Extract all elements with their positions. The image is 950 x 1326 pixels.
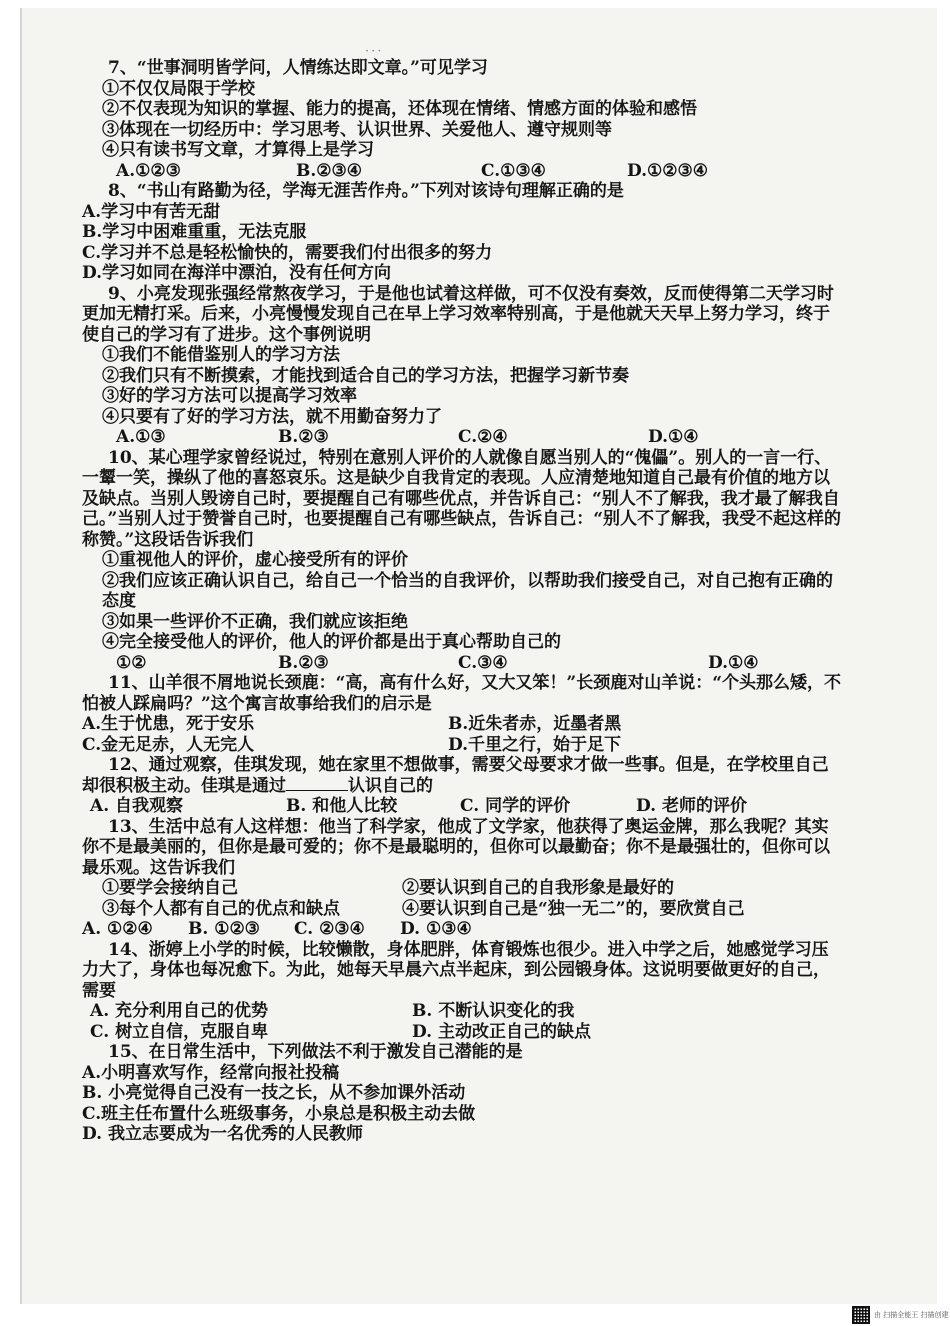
question-stem: 9、小亮发现张强经常熬夜学习，于是他也试着这样做，可不仅没有奏效，反而使得第二天学习时更加无精打采。后来，小亮慢慢发现自己在早上学习效率特别高，于是他就天天早上努力学习，终于使自己的学习有了进步。这个事例说明 bbox=[82, 283, 834, 345]
answer-choices bbox=[82, 919, 842, 940]
choice-d: D.①④ bbox=[708, 652, 759, 673]
question-9 bbox=[82, 284, 842, 448]
header-smudge: ··· bbox=[365, 44, 384, 59]
choice-b: B.②③④ bbox=[296, 160, 363, 181]
question-12 bbox=[82, 755, 842, 817]
answer-choices-row-2 bbox=[82, 1022, 842, 1043]
choice-d: D.①②③④ bbox=[627, 160, 709, 181]
statement-item: ①重视他人的评价，虚心接受所有的评价 bbox=[102, 550, 408, 570]
option-d: D. 我立志要成为一名优秀的人民教师 bbox=[82, 1124, 363, 1144]
question-13 bbox=[82, 817, 842, 940]
statement-item: ③每个人都有自己的优点和缺点 bbox=[102, 898, 340, 919]
statement-item: ④只有读书写文章，才算得上是学习 bbox=[102, 140, 374, 160]
statement-row-2 bbox=[82, 899, 842, 920]
stem-text: 12、通过观察，佳琪发现，她在家里不想做事，需要父母要求才做一些事。但是，在学校里自己却很积极主动。佳琪是通过 bbox=[82, 755, 829, 796]
choice-a: A.①②③ bbox=[116, 160, 181, 181]
option-c: C.学习并不总是轻松愉快的，需要我们付出很多的努力 bbox=[82, 242, 493, 263]
choice-c: C.③④ bbox=[458, 652, 508, 673]
statement-item: ②我们应该正确认识自己，给自己一个恰当的自我评价，以帮助我们接受自己，对自己抱有正确的态度 bbox=[102, 570, 833, 611]
choice-a: A.①③ bbox=[116, 427, 166, 447]
question-stem: 11、山羊很不屑地说长颈鹿：“高，高有什么好，又大又笨！”长颈鹿对山羊说：“个头那么矮，不怕被人踩扁吗？”这个寓言故事给我们的启示是 bbox=[82, 673, 841, 714]
question-10 bbox=[82, 448, 842, 674]
choice-d: D. 老师的评价 bbox=[636, 796, 747, 816]
option-b: B. 小亮觉得自己没有一技之长，从不参加课外活动 bbox=[82, 1083, 466, 1103]
choice-c: C.②④ bbox=[458, 427, 508, 447]
answer-choices-row-2 bbox=[82, 735, 842, 756]
statement-item: ①不仅仅局限于学校 bbox=[102, 78, 255, 99]
stem-text-end: 认识自己的 bbox=[348, 775, 433, 796]
statement-item: ③好的学习方法可以提高学习效率 bbox=[102, 386, 357, 406]
answer-choices bbox=[82, 427, 842, 448]
choice-b: B.近朱者赤，近墨者黑 bbox=[448, 714, 622, 734]
question-15 bbox=[82, 1042, 842, 1145]
statement-item: ③体现在一切经历中：学习思考、认识世界、关爱他人、遵守规则等 bbox=[102, 119, 612, 140]
qr-code-icon bbox=[852, 1306, 870, 1324]
question-stem: 7、“世事洞明皆学问，人情练达即文章。”可见学习 bbox=[108, 58, 488, 78]
choice-d: D.①④ bbox=[648, 427, 699, 447]
answer-choices bbox=[82, 796, 842, 817]
answer-choices bbox=[82, 161, 842, 182]
statement-item: ④要认识到自己是“独一无二”的，要欣赏自己 bbox=[402, 898, 745, 919]
choice-a: A. ①②④ bbox=[82, 919, 153, 939]
fill-blank bbox=[286, 776, 348, 791]
choice-a: A. 自我观察 bbox=[90, 796, 184, 816]
question-7 bbox=[82, 58, 842, 181]
question-11 bbox=[82, 673, 842, 755]
option-d: D.学习如同在海洋中漂泊，没有任何方向 bbox=[82, 263, 392, 283]
question-8 bbox=[82, 181, 842, 284]
choice-d: D.千里之行，始于足下 bbox=[448, 734, 622, 755]
statement-item: ①要学会接纳自己 bbox=[102, 878, 238, 898]
question-stem: 13、生活中总有人这样想：他当了科学家，他成了文学家，他获得了奥运金牌，那么我呢？其实你不是最美丽的，但你是最可爱的；你不是最聪明的，但你可以最勤奋；你不是最强壮的，但你可以最乐观。这告诉我们 bbox=[82, 816, 830, 878]
scanner-watermark bbox=[852, 1306, 948, 1324]
choice-c: C. ②③④ bbox=[294, 919, 365, 939]
watermark-text: 由 扫描全能王 扫描创建 bbox=[874, 1311, 949, 1319]
choice-c: C.金无足赤，人无完人 bbox=[82, 734, 255, 755]
statement-item: ①我们不能借鉴别人的学习方法 bbox=[102, 345, 340, 365]
choice-a: ①② bbox=[116, 652, 147, 673]
choice-c: C. 树立自信，克服自卑 bbox=[90, 1021, 269, 1042]
statement-item: ④完全接受他人的评价，他人的评价都是出于真心帮助自己的 bbox=[102, 632, 561, 652]
answer-choices-row-1 bbox=[82, 1001, 842, 1022]
option-b: B.学习中困难重重，无法克服 bbox=[82, 222, 307, 242]
choice-b: B. 和他人比较 bbox=[286, 796, 398, 816]
statement-item: ④只要有了好的学习方法，就不用勤奋努力了 bbox=[102, 406, 442, 427]
statement-row-1 bbox=[82, 878, 842, 899]
option-c: C.班主任布置什么班级事务，小泉总是积极主动去做 bbox=[82, 1103, 476, 1124]
choice-d: D. 主动改正自己的缺点 bbox=[412, 1021, 591, 1042]
question-stem: 10、某心理学家曾经说过，特别在意别人评价的人就像自愿当别人的“傀儡”。别人的一言一行、一颦一笑，操纵了他的喜怒哀乐。这是缺少自我肯定的表现。人应清楚地知道自己最有价值的地方以及缺点。当别人毁谤自己时，要提醒自己有哪些优点，并告诉自己：“别人不了解我，我才最了解我自己。”当别人过于赞誉自己时，也要提醒自己有哪些缺点，告诉自己：“别人不了解我，我受不起这样的称赞。”这段话告诉我们 bbox=[82, 447, 842, 550]
choice-b: B.②③ bbox=[278, 652, 329, 673]
question-stem: 14、浙婷上小学的时候，比较懒散，身体肥胖，体育锻炼也很少。进入中学之后，她感觉学习压力大了，身体也每况愈下。为此，她每天早晨六点半起床，到公园锻身体。这说明要做更好的自己，需要 bbox=[82, 939, 830, 1001]
choice-a: A.生于忧患，死于安乐 bbox=[82, 714, 255, 734]
option-a: A.小明喜欢写作，经常向报社投稿 bbox=[82, 1062, 340, 1083]
question-14 bbox=[82, 940, 842, 1043]
question-stem: 8、“书山有路勤为径，学海无涯苦作舟。”下列对该诗句理解正确的是 bbox=[108, 181, 624, 201]
question-stem bbox=[82, 755, 842, 796]
option-a: A.学习中有苦无甜 bbox=[82, 201, 221, 222]
choice-c: C. 同学的评价 bbox=[460, 796, 571, 816]
choice-b: B. 不断认识变化的我 bbox=[412, 1001, 575, 1021]
question-list bbox=[82, 58, 842, 1145]
statement-item: ②要认识到自己的自我形象是最好的 bbox=[402, 878, 674, 898]
question-stem: 15、在日常生活中，下列做法不利于激发自己潜能的是 bbox=[108, 1042, 523, 1062]
choice-b: B. ①②③ bbox=[188, 919, 260, 939]
statement-item: ②不仅表现为知识的掌握、能力的提高，还体现在情绪、情感方面的体验和感悟 bbox=[102, 99, 697, 119]
choice-a: A. 充分利用自己的优势 bbox=[90, 1001, 269, 1021]
answer-choices-row-1 bbox=[82, 714, 842, 735]
choice-d: D. ①③④ bbox=[400, 919, 472, 939]
choice-c: C.①③④ bbox=[481, 160, 546, 181]
statement-item: ②我们只有不断摸索，才能找到适合自己的学习方法，把握学习新节奏 bbox=[102, 365, 629, 386]
choice-b: B.②③ bbox=[278, 427, 329, 447]
answer-choices bbox=[82, 653, 842, 674]
statement-item: ③如果一些评价不正确，我们就应该拒绝 bbox=[102, 611, 408, 632]
